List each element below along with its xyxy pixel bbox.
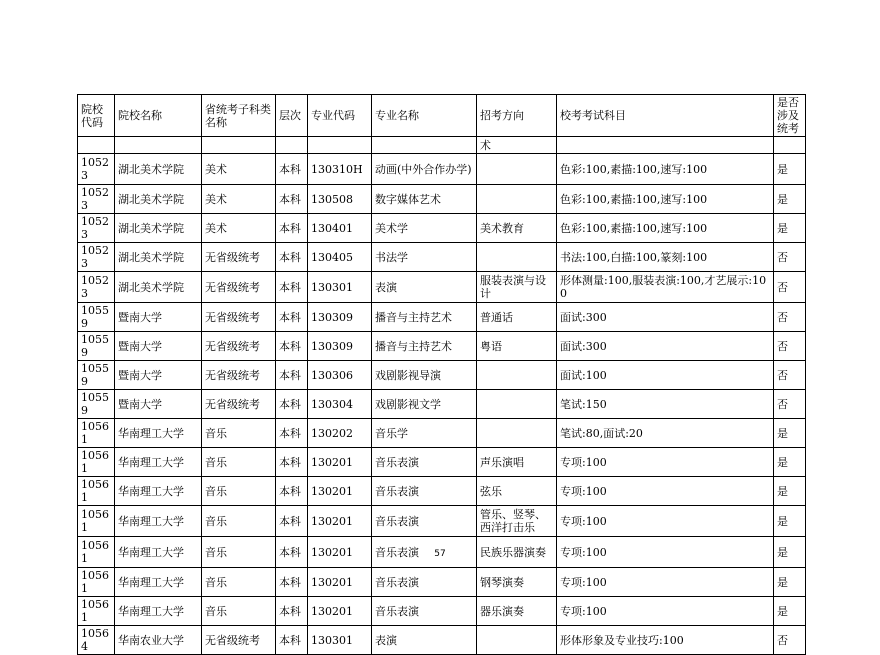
cell-level xyxy=(276,137,308,154)
cell-subcategory: 无省级统考 xyxy=(202,332,276,361)
cell-school-name: 华南理工大学 xyxy=(115,568,202,597)
cell-unified-exam: 是 xyxy=(774,597,806,626)
cell-unified-exam xyxy=(774,137,806,154)
cell-direction: 美术教育 xyxy=(477,214,557,243)
cell-subcategory xyxy=(202,137,276,154)
cell-direction: 粤语 xyxy=(477,332,557,361)
cell-direction xyxy=(477,361,557,390)
cell-school-name: 华南理工大学 xyxy=(115,506,202,537)
cell-major-code: 130304 xyxy=(308,390,372,419)
header-subcategory: 省统考子科类名称 xyxy=(202,95,276,137)
cell-direction xyxy=(477,243,557,272)
cell-unified-exam: 是 xyxy=(774,419,806,448)
cell-major-code: 130201 xyxy=(308,506,372,537)
cell-unified-exam: 是 xyxy=(774,477,806,506)
cell-level: 本科 xyxy=(276,537,308,568)
cell-major-code: 130201 xyxy=(308,597,372,626)
cell-school-code: 10523 xyxy=(78,154,115,185)
cell-unified-exam: 是 xyxy=(774,185,806,214)
cell-exam-subjects: 面试:300 xyxy=(557,332,774,361)
cell-major-code: 130508 xyxy=(308,185,372,214)
cell-major-code: 130301 xyxy=(308,626,372,655)
table-row xyxy=(78,390,806,419)
cell-school-code: 10523 xyxy=(78,214,115,243)
cell-direction: 声乐演唱 xyxy=(477,448,557,477)
cell-level: 本科 xyxy=(276,154,308,185)
table-row xyxy=(78,332,806,361)
table-row xyxy=(78,361,806,390)
cell-school-code: 10523 xyxy=(78,272,115,303)
table-row xyxy=(78,214,806,243)
cell-school-name: 湖北美术学院 xyxy=(115,214,202,243)
cell-school-name: 湖北美术学院 xyxy=(115,154,202,185)
table-row xyxy=(78,243,806,272)
cell-level: 本科 xyxy=(276,185,308,214)
header-direction: 招考方向 xyxy=(477,95,557,137)
cell-major-name: 音乐表演 xyxy=(372,506,477,537)
cell-direction xyxy=(477,419,557,448)
cell-major-name: 书法学 xyxy=(372,243,477,272)
cell-major-code xyxy=(308,137,372,154)
cell-major-name: 数字媒体艺术 xyxy=(372,185,477,214)
cell-exam-subjects: 面试:300 xyxy=(557,303,774,332)
cell-exam-subjects: 面试:100 xyxy=(557,361,774,390)
cell-level: 本科 xyxy=(276,214,308,243)
cell-unified-exam: 是 xyxy=(774,154,806,185)
cell-unified-exam: 是 xyxy=(774,568,806,597)
cell-school-code: 10561 xyxy=(78,568,115,597)
cell-exam-subjects: 色彩:100,素描:100,速写:100 xyxy=(557,214,774,243)
cell-major-name: 音乐表演 xyxy=(372,477,477,506)
cell-level: 本科 xyxy=(276,361,308,390)
cell-school-name: 湖北美术学院 xyxy=(115,185,202,214)
cell-level: 本科 xyxy=(276,626,308,655)
cell-school-name: 湖北美术学院 xyxy=(115,243,202,272)
cell-unified-exam: 否 xyxy=(774,390,806,419)
cell-direction: 术 xyxy=(477,137,557,154)
cell-school-name: 暨南大学 xyxy=(115,361,202,390)
cell-unified-exam: 否 xyxy=(774,361,806,390)
cell-major-code: 130401 xyxy=(308,214,372,243)
cell-major-name: 表演 xyxy=(372,272,477,303)
cell-level: 本科 xyxy=(276,448,308,477)
cell-unified-exam: 是 xyxy=(774,448,806,477)
cell-school-name xyxy=(115,137,202,154)
cell-exam-subjects: 色彩:100,素描:100,速写:100 xyxy=(557,154,774,185)
cell-direction: 管乐、竖琴、西洋打击乐 xyxy=(477,506,557,537)
table-row xyxy=(78,272,806,303)
cell-direction xyxy=(477,185,557,214)
cell-unified-exam: 是 xyxy=(774,214,806,243)
cell-unified-exam: 否 xyxy=(774,243,806,272)
cell-school-code: 10564 xyxy=(78,626,115,655)
cell-level: 本科 xyxy=(276,332,308,361)
cell-direction xyxy=(477,390,557,419)
cell-major-code: 130201 xyxy=(308,568,372,597)
cell-major-name: 播音与主持艺术 xyxy=(372,332,477,361)
cell-school-code: 10561 xyxy=(78,477,115,506)
cell-subcategory: 无省级统考 xyxy=(202,626,276,655)
cell-school-name: 华南理工大学 xyxy=(115,419,202,448)
cell-unified-exam: 否 xyxy=(774,332,806,361)
cell-subcategory: 音乐 xyxy=(202,448,276,477)
cell-major-name: 音乐表演 xyxy=(372,448,477,477)
cell-school-name: 华南理工大学 xyxy=(115,448,202,477)
cell-school-name: 暨南大学 xyxy=(115,390,202,419)
cell-school-code: 10523 xyxy=(78,185,115,214)
cell-exam-subjects xyxy=(557,137,774,154)
cell-level: 本科 xyxy=(276,506,308,537)
cell-major-code: 130201 xyxy=(308,537,372,568)
cell-exam-subjects: 书法:100,白描:100,篆刻:100 xyxy=(557,243,774,272)
cell-school-name: 暨南大学 xyxy=(115,303,202,332)
cell-subcategory: 音乐 xyxy=(202,477,276,506)
cell-unified-exam: 否 xyxy=(774,303,806,332)
cell-subcategory: 音乐 xyxy=(202,537,276,568)
cell-school-code: 10559 xyxy=(78,390,115,419)
cell-school-name: 暨南大学 xyxy=(115,332,202,361)
header-major-name: 专业名称 xyxy=(372,95,477,137)
cell-direction xyxy=(477,154,557,185)
cell-unified-exam: 否 xyxy=(774,272,806,303)
cell-school-name: 华南农业大学 xyxy=(115,626,202,655)
cell-exam-subjects: 专项:100 xyxy=(557,506,774,537)
cell-subcategory: 无省级统考 xyxy=(202,390,276,419)
cell-school-code: 10523 xyxy=(78,243,115,272)
cell-school-name: 湖北美术学院 xyxy=(115,272,202,303)
cell-major-code: 130201 xyxy=(308,448,372,477)
cell-major-name: 音乐表演 xyxy=(372,568,477,597)
cell-subcategory: 音乐 xyxy=(202,597,276,626)
cell-major-name: 音乐表演 xyxy=(372,597,477,626)
cell-level: 本科 xyxy=(276,477,308,506)
cell-school-name: 华南理工大学 xyxy=(115,597,202,626)
header-unified-exam: 是否涉及统考 xyxy=(774,95,806,137)
cell-level: 本科 xyxy=(276,419,308,448)
table-row xyxy=(78,185,806,214)
table-row xyxy=(78,506,806,537)
cell-direction: 器乐演奏 xyxy=(477,597,557,626)
cell-unified-exam: 否 xyxy=(774,626,806,655)
cell-unified-exam: 是 xyxy=(774,506,806,537)
header-school-code: 院校代码 xyxy=(78,95,115,137)
cell-exam-subjects: 形体测量:100,服装表演:100,才艺展示:100 xyxy=(557,272,774,303)
cell-major-name: 美术学 xyxy=(372,214,477,243)
cell-major-code: 130309 xyxy=(308,332,372,361)
cell-school-code: 10559 xyxy=(78,303,115,332)
cell-major-name: 戏剧影视导演 xyxy=(372,361,477,390)
cell-level: 本科 xyxy=(276,272,308,303)
cell-major-code: 130201 xyxy=(308,477,372,506)
cell-major-code: 130310H xyxy=(308,154,372,185)
table-row xyxy=(78,154,806,185)
cell-school-code: 10561 xyxy=(78,506,115,537)
cell-exam-subjects: 专项:100 xyxy=(557,448,774,477)
table-row xyxy=(78,137,806,154)
cell-direction: 普通话 xyxy=(477,303,557,332)
cell-major-name: 播音与主持艺术 xyxy=(372,303,477,332)
cell-major-name xyxy=(372,137,477,154)
cell-unified-exam: 是 xyxy=(774,537,806,568)
cell-subcategory: 无省级统考 xyxy=(202,272,276,303)
cell-level: 本科 xyxy=(276,243,308,272)
table-row xyxy=(78,477,806,506)
cell-exam-subjects: 专项:100 xyxy=(557,537,774,568)
cell-level: 本科 xyxy=(276,568,308,597)
cell-subcategory: 音乐 xyxy=(202,419,276,448)
page-number: 57 xyxy=(434,549,446,559)
cell-school-code: 10559 xyxy=(78,361,115,390)
cell-exam-subjects: 色彩:100,素描:100,速写:100 xyxy=(557,185,774,214)
cell-exam-subjects: 形体形象及专业技巧:100 xyxy=(557,626,774,655)
header-major-code: 专业代码 xyxy=(308,95,372,137)
header-exam-subjects: 校考考试科目 xyxy=(557,95,774,137)
cell-subcategory: 美术 xyxy=(202,185,276,214)
cell-school-code: 10561 xyxy=(78,448,115,477)
cell-school-code xyxy=(78,137,115,154)
cell-school-code: 10561 xyxy=(78,419,115,448)
header-school-name: 院校名称 xyxy=(115,95,202,137)
cell-exam-subjects: 专项:100 xyxy=(557,477,774,506)
table-row xyxy=(78,419,806,448)
cell-major-name: 音乐学 xyxy=(372,419,477,448)
cell-level: 本科 xyxy=(276,303,308,332)
cell-exam-subjects: 专项:100 xyxy=(557,568,774,597)
table-row xyxy=(78,597,806,626)
cell-major-name: 动画(中外合作办学) xyxy=(372,154,477,185)
cell-major-code: 130301 xyxy=(308,272,372,303)
cell-direction: 服装表演与设计 xyxy=(477,272,557,303)
cell-major-code: 130405 xyxy=(308,243,372,272)
cell-major-name: 音乐表演 xyxy=(372,537,477,568)
cell-exam-subjects: 笔试:80,面试:20 xyxy=(557,419,774,448)
table-row xyxy=(78,568,806,597)
cell-subcategory: 无省级统考 xyxy=(202,303,276,332)
cell-school-code: 10561 xyxy=(78,597,115,626)
cell-subcategory: 美术 xyxy=(202,214,276,243)
header-level: 层次 xyxy=(276,95,308,137)
cell-direction: 钢琴演奏 xyxy=(477,568,557,597)
cell-exam-subjects: 笔试:150 xyxy=(557,390,774,419)
cell-major-code: 130309 xyxy=(308,303,372,332)
table-row xyxy=(78,303,806,332)
cell-subcategory: 音乐 xyxy=(202,506,276,537)
cell-school-name: 华南理工大学 xyxy=(115,477,202,506)
table-row xyxy=(78,626,806,655)
cell-major-code: 130202 xyxy=(308,419,372,448)
cell-direction: 民族乐器演奏 xyxy=(477,537,557,568)
cell-level: 本科 xyxy=(276,390,308,419)
cell-subcategory: 音乐 xyxy=(202,568,276,597)
cell-direction: 弦乐 xyxy=(477,477,557,506)
cell-level: 本科 xyxy=(276,597,308,626)
admission-table xyxy=(77,94,806,655)
cell-subcategory: 无省级统考 xyxy=(202,243,276,272)
cell-major-code: 130306 xyxy=(308,361,372,390)
cell-major-name: 戏剧影视文学 xyxy=(372,390,477,419)
cell-school-code: 10561 xyxy=(78,537,115,568)
table-row xyxy=(78,448,806,477)
cell-major-name: 表演 xyxy=(372,626,477,655)
cell-subcategory: 无省级统考 xyxy=(202,361,276,390)
cell-school-name: 华南理工大学 xyxy=(115,537,202,568)
table-header-row xyxy=(78,95,806,137)
cell-exam-subjects: 专项:100 xyxy=(557,597,774,626)
cell-school-code: 10559 xyxy=(78,332,115,361)
cell-direction xyxy=(477,626,557,655)
cell-subcategory: 美术 xyxy=(202,154,276,185)
